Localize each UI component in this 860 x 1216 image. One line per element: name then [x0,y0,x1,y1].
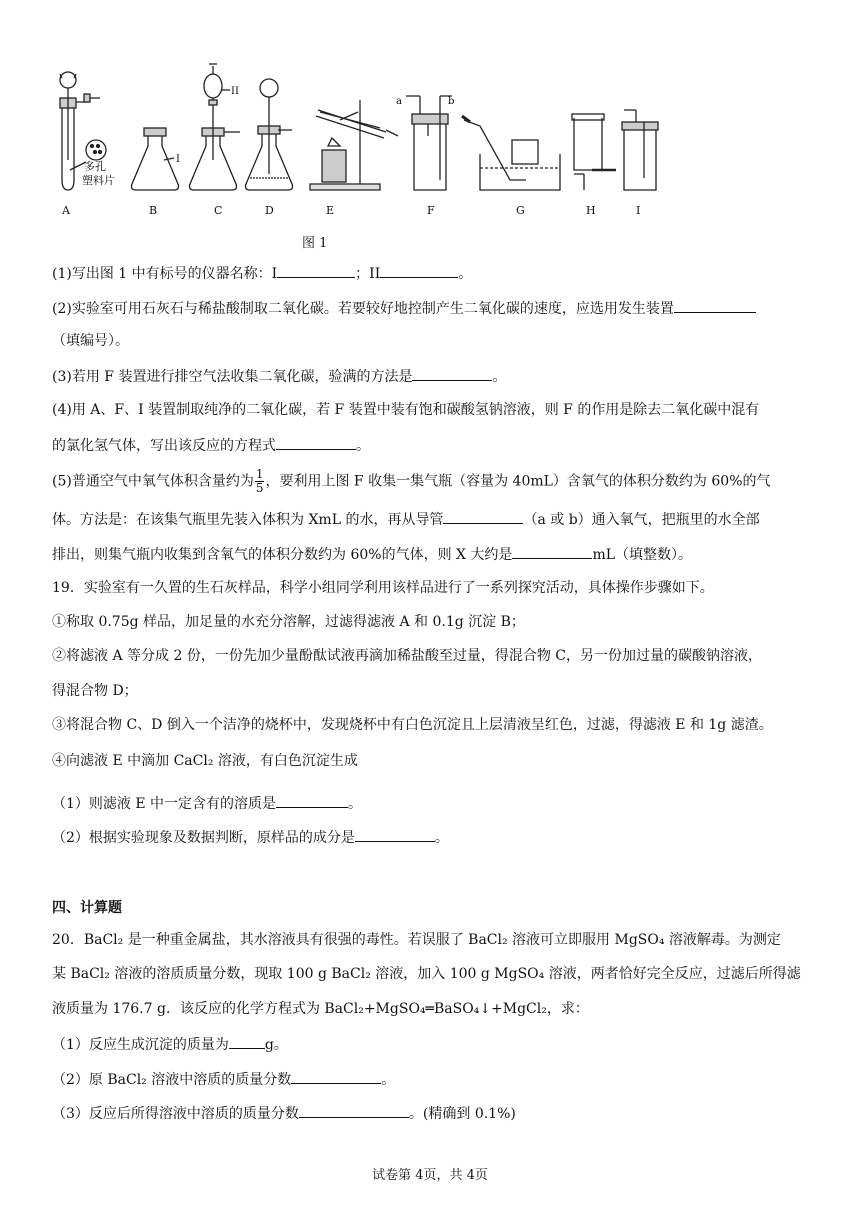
label-C: C [214,204,223,217]
label-B: B [149,204,158,217]
answer-blank[interactable] [277,262,355,278]
q19-step4: ④向滤液 E 中滴加 CaCl₂ 溶液，有白色沉淀生成 [52,753,358,769]
label-E: E [326,204,335,217]
q18-part3: (3)若用 F 装置进行排空气法收集二氧化碳，验满的方法是 。 [52,365,812,387]
figure-caption: 图 1 [302,236,328,251]
section-heading: 四、计算题 [52,900,122,916]
port-b: b [448,96,455,107]
q19-step1: ①称取 0.75g 样品，加足量的水充分溶解，过滤得滤液 A 和 0.1g 沉淀 B； [52,614,525,630]
q18-part2-cont: （填编号）。 [52,333,129,349]
q19-step2-cont: 得混合物 D； [52,683,138,699]
port-a: a [396,96,402,107]
mark-II: II [231,86,239,97]
answer-blank[interactable] [276,434,356,450]
q20-answer3: （3）反应后所得溶液中溶质的质量分数 。(精确到 0.1%) [52,1102,812,1124]
q20-answer2: （2）原 BaCl₂ 溶液中溶质的质量分数 。 [52,1068,812,1090]
apparatus-H [572,114,616,190]
q18-part5-line2: 体。方法是：在该集气瓶里先装入体积为 XmL 的水，再从导管 （a 或 b）通入氧气，把瓶里的水全部 [52,508,812,530]
answer-blank[interactable] [229,1033,265,1049]
apparatus-C [190,64,241,190]
q20-line1: 20．BaCl₂ 是一种重金属盐，其水溶液具有很强的毒性。若误服了 BaCl₂ 溶液可立即服用 MgSO₄ 溶液解毒。为测定 [52,932,781,948]
apparatus-F [406,96,455,190]
q18-part5-line3: 排出，则集气瓶内收集到含氧气的体积分数约为 60%的气体，则 X 大约是 mL（填整数）。 [52,543,812,565]
q19-step2: ②将滤液 A 等分成 2 份，一份先加少量酚酞试液再滴加稀盐酸至过量，得混合物 C，另一份加过量的碳酸钠溶液， [52,648,762,664]
q18-part4: (4)用 A、F、I 装置制取纯净的二氧化碳，若 F 装置中装有饱和碳酸氢钠溶液，则 F 的作用是除去二氧化碳中混有 [52,402,760,418]
q18-part1: (1)写出图 1 中有标号的仪器名称：I ；II 。 [52,262,812,284]
answer-blank[interactable] [276,792,348,808]
answer-blank[interactable] [291,1068,381,1084]
answer-blank[interactable] [443,508,523,524]
label-I: I [636,204,641,217]
apparatus-figure [40,50,720,250]
label-F: F [427,204,435,217]
q18-part5: (5)普通空气中氧气体积含量约为 $\frac{1}{5}$ ，要利用上图 F 收集一集气瓶（容量为 40mL）含氧气的体积分数约为 60%的气 [52,467,771,495]
label-G: G [516,204,525,217]
label-H: H [586,204,596,217]
apparatus-G [462,116,560,190]
apparatus-E [310,100,398,190]
answer-blank[interactable] [512,543,592,559]
apparatus-B [132,128,179,190]
answer-blank[interactable] [412,365,492,381]
q18-part4-cont: 的氯化氢气体，写出该反应的方程式 。 [52,434,812,456]
answer-blank[interactable] [674,297,756,313]
q20-answer1: （1）反应生成沉淀的质量为 g。 [52,1033,812,1055]
q19-answer2: （2）根据实验现象及数据判断，原样品的成分是 。 [52,826,812,848]
label-D: D [265,204,274,217]
answer-blank[interactable] [299,1102,409,1118]
mark-I: I [176,154,180,165]
q19-answer1: （1）则滤液 E 中一定含有的溶质是 。 [52,792,812,814]
fraction-one-fifth: $\frac{1}{5}$ [255,467,264,495]
q18-part2: (2)实验室可用石灰石与稀盐酸制取二氧化碳。若要较好地控制产生二氧化碳的速度，应选用发生装置 [52,297,812,319]
answer-blank[interactable] [380,262,458,278]
answer-blank[interactable] [355,826,435,842]
label-A: A [62,204,70,217]
page-footer: 试卷第 4页，共 4页 [372,1168,488,1183]
q20-line3: 液质量为 176.7 g．该反应的化学方程式为 BaCl₂+MgSO₄═BaSO₄↓+MgCl₂，求： [52,1001,589,1017]
apparatus-D [246,79,293,190]
apparatus-I [622,110,658,190]
porous-plate-label-1: 多孔 [84,160,106,173]
q19-intro: 19．实验室有一久置的生石灰样品，科学小组同学利用该样品进行了一系列探究活动，具体操作步骤如下。 [52,580,714,596]
q19-step3: ③将混合物 C、D 倒入一个洁净的烧杯中，发现烧杯中有白色沉淀且上层清液呈红色，过滤，得滤液 E 和 1g 滤渣。 [52,717,773,733]
q20-line2: 某 BaCl₂ 溶液的溶质质量分数，现取 100 g BaCl₂ 溶液，加入 100 g MgSO₄ 溶液，两者恰好完全反应，过滤后所得滤 [52,966,801,982]
porous-plate-label-2: 塑料片 [82,174,115,187]
